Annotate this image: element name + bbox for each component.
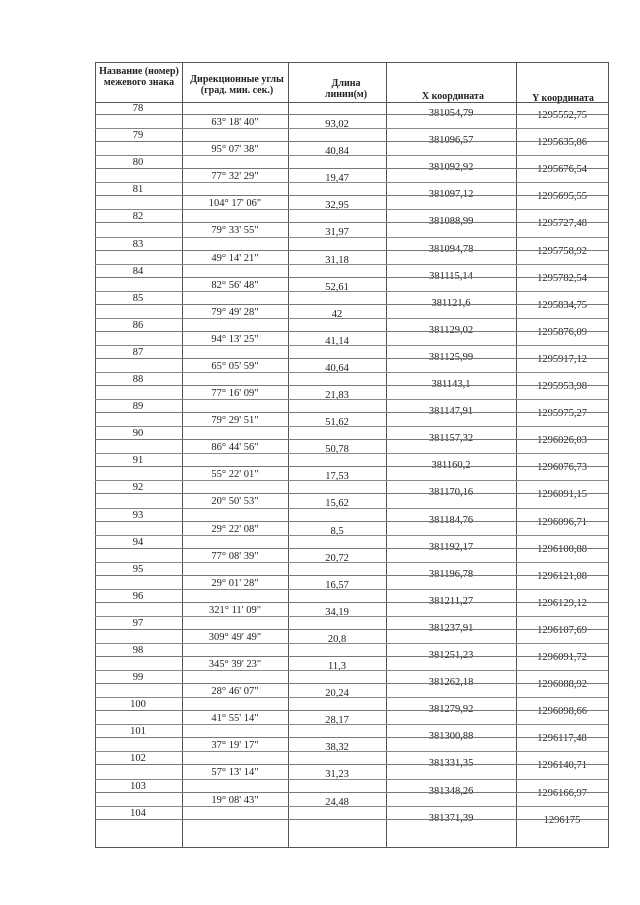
row-border bbox=[95, 847, 608, 848]
point-name: 95 bbox=[132, 563, 144, 575]
row-border bbox=[95, 155, 608, 156]
row-border bbox=[95, 480, 608, 481]
point-name: 92 bbox=[132, 482, 144, 494]
line-length: 42 bbox=[331, 308, 343, 320]
x-coordinate: 381237,91 bbox=[428, 622, 474, 634]
row-border bbox=[95, 466, 608, 467]
y-coordinate: 1296026,03 bbox=[537, 435, 587, 447]
row-border bbox=[95, 372, 608, 373]
line-length: 52,61 bbox=[325, 281, 349, 293]
y-coordinate: 1296121,08 bbox=[537, 570, 587, 582]
row-border bbox=[95, 751, 608, 752]
directional-angle: 309° 49' 49" bbox=[208, 631, 262, 643]
row-border bbox=[95, 683, 608, 684]
directional-angle: 95° 07' 38" bbox=[211, 144, 259, 156]
x-coordinate: 381251,23 bbox=[428, 650, 474, 661]
directional-angle: 29° 22' 08" bbox=[211, 523, 259, 535]
point-name: 94 bbox=[132, 536, 144, 548]
row-border bbox=[95, 318, 608, 319]
row-border bbox=[95, 358, 608, 359]
row-border bbox=[95, 277, 608, 278]
point-name: 80 bbox=[132, 157, 144, 169]
y-coordinate: 1296129,12 bbox=[537, 597, 587, 609]
line-length: 31,97 bbox=[325, 227, 349, 239]
row-border bbox=[95, 493, 608, 494]
directional-angle: 94° 13' 25" bbox=[211, 333, 259, 345]
directional-angle: 55° 22' 01" bbox=[211, 469, 259, 481]
directional-angle: 77° 32' 29" bbox=[211, 171, 259, 183]
point-name: 93 bbox=[132, 509, 144, 521]
y-coordinate: 1295782,54 bbox=[537, 272, 587, 284]
y-coordinate: 1296166,97 bbox=[537, 787, 587, 799]
row-border bbox=[95, 237, 608, 238]
row-border bbox=[95, 209, 608, 210]
line-length: 20,72 bbox=[325, 552, 349, 564]
y-coordinate: 1295975,27 bbox=[537, 408, 587, 420]
row-border bbox=[95, 764, 608, 765]
x-coordinate: 381196,78 bbox=[428, 568, 474, 580]
line-length: 19,47 bbox=[325, 173, 349, 185]
row-border bbox=[95, 114, 608, 115]
directional-angle: 49° 14' 21" bbox=[211, 252, 259, 264]
line-length: 32,95 bbox=[325, 200, 349, 212]
y-coordinate: 1295727,48 bbox=[537, 218, 587, 230]
y-coordinate: 1295695,55 bbox=[537, 191, 587, 203]
row-border bbox=[95, 222, 608, 223]
line-length: 31,23 bbox=[325, 769, 349, 781]
y-coordinate: 1296096,71 bbox=[537, 516, 587, 528]
point-name: 83 bbox=[132, 238, 144, 250]
line-length: 38,32 bbox=[325, 742, 349, 754]
line-length: 17,53 bbox=[325, 471, 349, 483]
point-name: 85 bbox=[132, 292, 144, 304]
point-name: 98 bbox=[132, 645, 144, 656]
y-coordinate: 1296100,88 bbox=[537, 543, 587, 555]
line-length: 20,24 bbox=[325, 688, 349, 700]
column-border bbox=[516, 62, 517, 848]
directional-angle: 63° 18' 40" bbox=[211, 117, 259, 128]
header-y: Y координата bbox=[532, 93, 594, 104]
line-length: 41,14 bbox=[325, 335, 349, 347]
row-border bbox=[95, 62, 608, 63]
y-coordinate: 1295758,92 bbox=[537, 245, 587, 257]
directional-angle: 104° 17' 06" bbox=[208, 198, 262, 210]
point-name: 102 bbox=[130, 753, 146, 765]
row-border bbox=[95, 575, 608, 576]
directional-angle: 321° 11' 09" bbox=[209, 604, 261, 616]
y-coordinate: 1296091,15 bbox=[537, 489, 587, 501]
point-name: 84 bbox=[132, 265, 144, 277]
x-coordinate: 381121,6 bbox=[431, 297, 471, 309]
x-coordinate: 381115,14 bbox=[429, 270, 473, 282]
y-coordinate: 1295917,12 bbox=[537, 353, 587, 365]
directional-angle: 28° 46' 07" bbox=[211, 686, 259, 698]
x-coordinate: 381348,26 bbox=[428, 785, 474, 797]
point-name: 89 bbox=[132, 401, 144, 413]
row-border bbox=[95, 128, 608, 129]
x-coordinate: 381097,12 bbox=[428, 189, 474, 201]
row-border bbox=[95, 792, 608, 793]
y-coordinate: 1295676,54 bbox=[537, 164, 587, 176]
directional-angle: 77° 16' 09" bbox=[211, 388, 259, 399]
row-border bbox=[95, 508, 608, 509]
y-coordinate: 1296076,73 bbox=[537, 462, 587, 474]
column-border bbox=[608, 62, 609, 848]
y-coordinate: 1295552,75 bbox=[537, 110, 587, 121]
directional-angle: 345° 39' 23" bbox=[208, 659, 262, 670]
row-border bbox=[95, 562, 608, 563]
row-border bbox=[95, 250, 608, 251]
line-length: 40,84 bbox=[325, 146, 349, 158]
point-name: 91 bbox=[132, 455, 144, 467]
row-border bbox=[95, 589, 608, 590]
y-coordinate: 1295876,09 bbox=[537, 326, 587, 338]
header-length: Длина линии(м) bbox=[324, 78, 368, 100]
point-name: 82 bbox=[132, 211, 144, 223]
row-border bbox=[95, 656, 608, 657]
row-border bbox=[95, 264, 608, 265]
y-coordinate: 1295635,86 bbox=[537, 137, 587, 149]
line-length: 50,78 bbox=[325, 444, 349, 456]
point-name: 86 bbox=[132, 319, 144, 331]
row-border bbox=[95, 670, 608, 671]
x-coordinate: 381211,27 bbox=[428, 595, 474, 607]
line-length: 40,64 bbox=[325, 362, 349, 374]
x-coordinate: 381094,78 bbox=[428, 243, 474, 255]
row-border bbox=[95, 304, 608, 305]
directional-angle: 79° 49' 28" bbox=[211, 306, 259, 318]
x-coordinate: 381125,99 bbox=[428, 351, 474, 363]
y-coordinate: 1295953,98 bbox=[537, 381, 587, 392]
row-border bbox=[95, 521, 608, 522]
x-coordinate: 381088,99 bbox=[428, 216, 474, 228]
point-name: 87 bbox=[132, 346, 144, 358]
line-length: 20,8 bbox=[327, 633, 347, 645]
point-name: 88 bbox=[132, 374, 144, 385]
row-border bbox=[95, 724, 608, 725]
x-coordinate: 381371,39 bbox=[428, 812, 474, 824]
row-border bbox=[95, 439, 608, 440]
line-length: 11,3 bbox=[328, 661, 346, 672]
directional-angle: 20° 50' 53" bbox=[211, 496, 259, 508]
line-length: 24,48 bbox=[325, 796, 349, 808]
header-x: X координата bbox=[421, 91, 485, 102]
line-length: 8,5 bbox=[330, 525, 344, 537]
x-coordinate: 381300,88 bbox=[428, 731, 474, 743]
y-coordinate: 1296091,72 bbox=[537, 652, 587, 663]
line-length: 34,19 bbox=[325, 606, 349, 618]
row-border bbox=[95, 806, 608, 807]
directional-angle: 57° 13' 14" bbox=[211, 767, 259, 779]
x-coordinate: 381147,91 bbox=[428, 406, 474, 418]
row-border bbox=[95, 710, 608, 711]
y-coordinate: 1296088,92 bbox=[537, 679, 587, 691]
y-coordinate: 1296107,69 bbox=[537, 624, 587, 636]
line-length: 93,02 bbox=[325, 119, 349, 130]
directional-angle: 65° 05' 59" bbox=[211, 360, 259, 372]
y-coordinate: 1296098,66 bbox=[537, 706, 587, 718]
point-name: 101 bbox=[130, 726, 146, 738]
column-border bbox=[386, 62, 387, 848]
x-coordinate: 381192,17 bbox=[428, 541, 474, 553]
x-coordinate: 381129,02 bbox=[428, 324, 474, 336]
point-name: 79 bbox=[132, 130, 144, 142]
row-border bbox=[95, 399, 608, 400]
point-name: 104 bbox=[130, 807, 146, 819]
y-coordinate: 1296117,48 bbox=[537, 733, 587, 745]
directional-angle: 41° 55' 14" bbox=[211, 713, 259, 725]
directional-angle: 79° 29' 51" bbox=[211, 415, 259, 427]
point-name: 96 bbox=[132, 590, 144, 602]
row-border bbox=[95, 737, 608, 738]
point-name: 99 bbox=[132, 672, 144, 684]
row-border bbox=[95, 616, 608, 617]
x-coordinate: 381092,92 bbox=[428, 162, 474, 174]
directional-angle: 37° 19' 17" bbox=[211, 740, 259, 752]
x-coordinate: 381157,32 bbox=[428, 433, 474, 445]
header-name: Название (номер) межевого знака bbox=[99, 66, 179, 88]
directional-angle: 19° 08' 43" bbox=[211, 794, 259, 806]
row-border bbox=[95, 291, 608, 292]
row-border bbox=[95, 819, 608, 820]
row-border bbox=[95, 697, 608, 698]
row-border bbox=[95, 426, 608, 427]
point-name: 90 bbox=[132, 428, 144, 440]
x-coordinate: 381331,35 bbox=[428, 758, 474, 770]
row-border bbox=[95, 602, 608, 603]
y-coordinate: 1296140,71 bbox=[537, 760, 587, 772]
header-angle: Дирекционные углы (град. мин. сек.) bbox=[190, 74, 284, 96]
directional-angle: 29° 01' 28" bbox=[211, 577, 259, 589]
x-coordinate: 381160,2 bbox=[431, 460, 471, 472]
coordinates-table bbox=[95, 62, 608, 848]
row-border bbox=[95, 195, 608, 196]
line-length: 28,17 bbox=[325, 715, 349, 727]
row-border bbox=[95, 548, 608, 549]
point-name: 97 bbox=[132, 617, 144, 629]
row-border bbox=[95, 643, 608, 644]
directional-angle: 86° 44' 56" bbox=[211, 442, 259, 454]
x-coordinate: 381096,57 bbox=[428, 135, 474, 147]
row-border bbox=[95, 331, 608, 332]
directional-angle: 82° 56' 48" bbox=[211, 279, 259, 291]
row-border bbox=[95, 182, 608, 183]
point-name: 81 bbox=[132, 184, 144, 196]
line-length: 51,62 bbox=[325, 417, 349, 429]
point-name: 100 bbox=[130, 699, 146, 711]
x-coordinate: 381054,79 bbox=[428, 108, 474, 119]
line-length: 15,62 bbox=[325, 498, 349, 510]
row-border bbox=[95, 535, 608, 536]
directional-angle: 79° 33' 55" bbox=[211, 225, 259, 237]
x-coordinate: 381143,1 bbox=[431, 379, 471, 390]
row-border bbox=[95, 412, 608, 413]
row-border bbox=[95, 453, 608, 454]
row-border bbox=[95, 779, 608, 780]
row-border bbox=[95, 345, 608, 346]
x-coordinate: 381262,18 bbox=[428, 677, 474, 689]
point-name: 103 bbox=[130, 780, 146, 792]
line-length: 31,18 bbox=[325, 254, 349, 266]
row-border bbox=[95, 629, 608, 630]
point-name: 78 bbox=[132, 103, 144, 114]
row-border bbox=[95, 168, 608, 169]
y-coordinate: 1295834,75 bbox=[537, 299, 587, 311]
row-border bbox=[95, 141, 608, 142]
x-coordinate: 381170,16 bbox=[428, 487, 474, 499]
x-coordinate: 381279,92 bbox=[428, 704, 474, 716]
directional-angle: 77° 08' 39" bbox=[211, 550, 259, 562]
line-length: 21,83 bbox=[325, 390, 349, 401]
x-coordinate: 381184,76 bbox=[428, 514, 474, 526]
line-length: 16,57 bbox=[325, 579, 349, 591]
row-border bbox=[95, 385, 608, 386]
y-coordinate: 1296175 bbox=[543, 814, 581, 826]
